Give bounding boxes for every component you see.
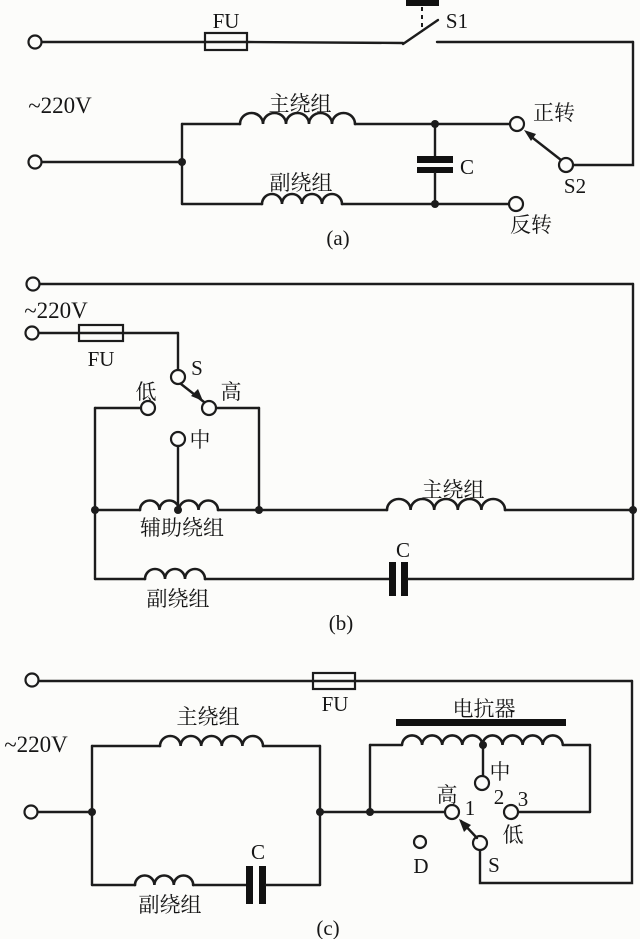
switch-label-b: S [191, 356, 203, 380]
terminal-a-line2 [29, 156, 42, 169]
junction-dot [255, 506, 263, 514]
main-winding-label-c: 主绕组 [176, 705, 240, 729]
diagram-c [4, 673, 632, 939]
terminal-a-line1 [29, 36, 42, 49]
main-winding-coil-c [160, 736, 263, 746]
supply-label-a: ~220V [28, 93, 92, 118]
terminal-c-line1 [26, 674, 39, 687]
low-label-b: 低 [135, 380, 157, 404]
d-terminal-contact [414, 836, 426, 848]
switch-label-c: S [488, 853, 500, 877]
low-tap-contact-c [504, 805, 518, 819]
tap2-label: 2 [493, 785, 505, 809]
diagram-b [24, 278, 637, 636]
secondary-winding-label-c: 副绕组 [138, 893, 202, 917]
capacitor-plate [389, 562, 396, 596]
low-label-c: 低 [502, 823, 524, 847]
capacitor-label-c: C [250, 840, 266, 864]
main-winding-label-b: 主绕组 [421, 478, 485, 502]
secondary-winding-label-b: 副绕组 [146, 587, 210, 611]
d-terminal-label: D [413, 854, 429, 878]
terminal-b-line2 [26, 327, 39, 340]
forward-contact [510, 117, 524, 131]
supply-label-b: ~220V [24, 298, 88, 323]
aux-winding-coil-a [262, 194, 342, 204]
caption-a: (a) [326, 226, 350, 250]
forward-label: 正转 [533, 101, 575, 125]
capacitor-label-b: C [395, 538, 411, 562]
caption-b: (b) [328, 611, 354, 635]
high-contact-b [202, 401, 216, 415]
switch1-fixed-contact-bar [406, 0, 439, 6]
switch-pole-c [473, 836, 487, 850]
secondary-winding-coil-b [145, 569, 205, 579]
reverse-label: 反转 [510, 213, 552, 237]
terminal-c-line2 [25, 806, 38, 819]
switch2-label: S2 [563, 174, 587, 198]
reactor-label: 电抗器 [452, 697, 516, 721]
auxiliary-winding-label-b: 辅助绕组 [140, 516, 224, 540]
diagram-a [28, 0, 633, 250]
aux-winding-label-a: 副绕组 [269, 171, 333, 195]
tap1-label: 1 [464, 796, 476, 820]
switch1-label: S1 [445, 9, 469, 33]
supply-label-c: ~220V [4, 732, 68, 757]
main-winding-label-a: 主绕组 [268, 92, 332, 116]
high-label-c: 高 [436, 783, 458, 807]
junction-dot [91, 506, 99, 514]
switch-pole-b [171, 370, 185, 384]
mid-contact-b [171, 432, 185, 446]
wire [247, 42, 403, 43]
mid-tap-contact-c [475, 776, 489, 790]
tap3-label: 3 [517, 787, 529, 811]
capacitor-plate [417, 156, 453, 163]
fuse-label-c: FU [321, 692, 349, 716]
capacitor-plate [246, 866, 253, 904]
fuse-label-a: FU [212, 9, 240, 33]
high-tap-contact-c [445, 805, 459, 819]
switch-arrowhead-b [191, 389, 203, 401]
high-label-b: 高 [220, 380, 242, 404]
switch2-blade [529, 135, 561, 160]
terminal-b-line1 [27, 278, 40, 291]
junction-dot [178, 158, 186, 166]
caption-c: (c) [316, 916, 340, 939]
junction-dot [174, 506, 182, 514]
junction-dot [629, 506, 637, 514]
mid-label-c: 中 [489, 760, 511, 784]
capacitor-label-a: C [459, 155, 475, 179]
fuse-label-b: FU [87, 347, 115, 371]
mid-label-b: 中 [189, 428, 211, 452]
wire [573, 42, 633, 165]
switch1-blade [403, 20, 438, 44]
junction-dot [88, 808, 96, 816]
reverse-contact [509, 197, 523, 211]
secondary-winding-coil-c [135, 876, 193, 886]
